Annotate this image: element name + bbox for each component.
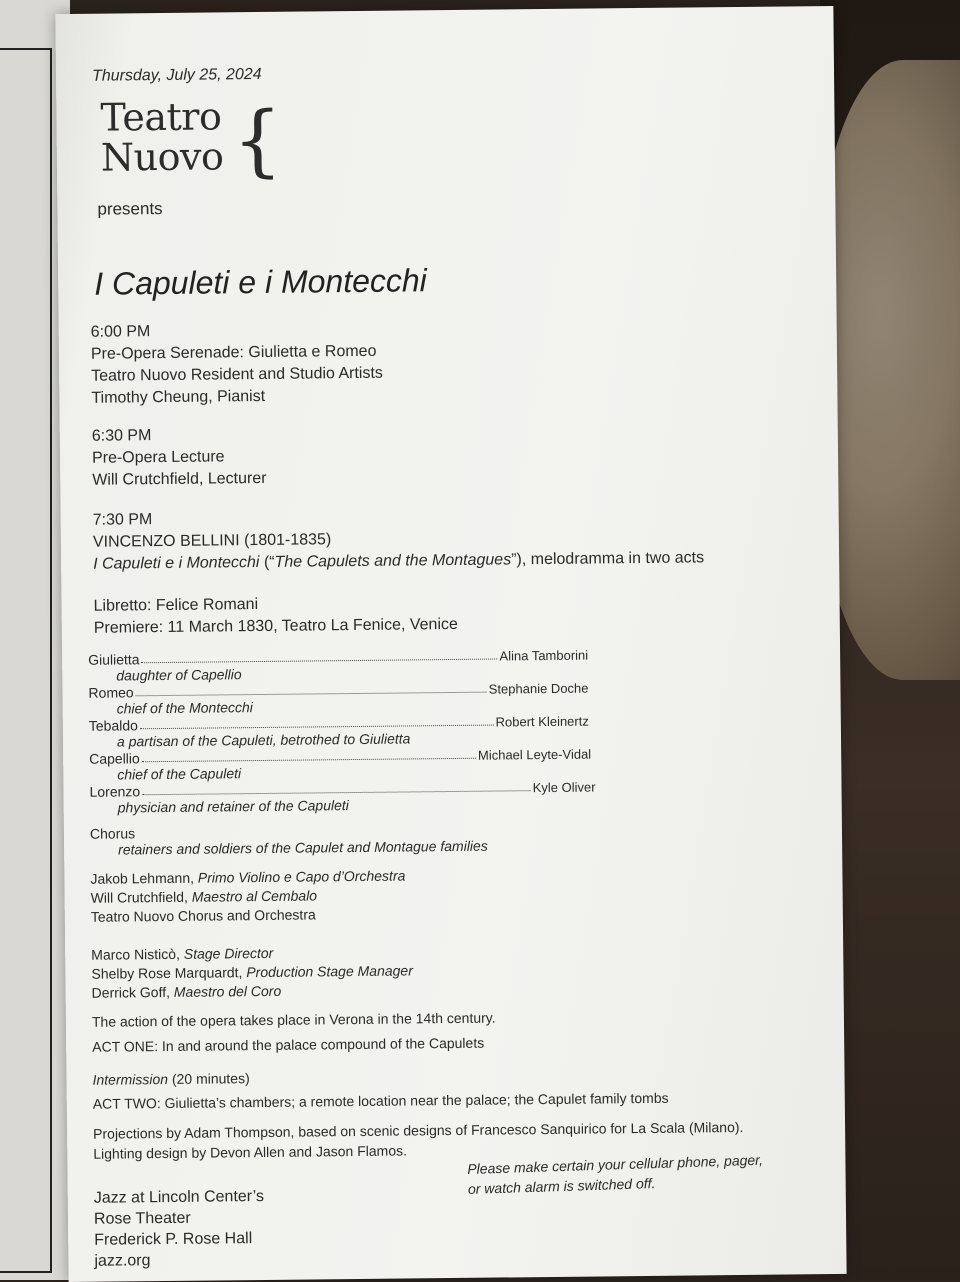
schedule-lecture [92,424,267,492]
projections-credit: Projections by Adam Thompson, based on scenic designs of Francesco Sanquirico for La Scala (Milano). [93,1117,743,1144]
schedule-line: Teatro Nuovo Resident and Studio Artists [91,363,383,388]
cast-description: daughter of Capellio [116,663,588,685]
schedule-line: Timothy Cheung, Pianist [91,385,383,410]
credit-title: Stage Director [184,945,274,962]
schedule-serenade [91,319,384,410]
program-date: Thursday, July 25, 2024 [92,66,262,86]
logo-line-1: Teatro [100,96,223,137]
intermission-label: Intermission [92,1071,168,1088]
teatro-nuovo-logo [100,96,223,177]
credit-name: Teatro Nuovo Chorus and Orchestra [91,906,316,924]
venue-url: jazz.org [94,1249,264,1272]
act-one-note: ACT ONE: In and around the palace compound of the Capulets [92,1035,484,1055]
cast-list [88,647,590,817]
schedule-opera [93,503,705,575]
opera-title: I Capuleti e i Montecchi [94,262,427,302]
composer: VINCENZO BELLINI (1801-1835) [93,525,704,553]
cast-singer: Stephanie Doche [489,681,589,697]
venue-line: Frederick P. Rose Hall [94,1228,264,1251]
credit-name: Marco Nisticò, [91,946,184,963]
cast-singer: Alina Tamborini [499,648,588,664]
cast-description: a partisan of the Capuleti, betrothed to Giulietta [117,729,589,751]
cast-description: chief of the Capuleti [117,762,589,784]
staff-block [91,942,413,1002]
credit-line [91,961,413,983]
cast-singer: Robert Kleinertz [496,714,589,730]
lighting-credit: Lighting design by Devon Allen and Jason Flamos. [93,1137,743,1164]
credit-title: Maestro al Cembalo [192,887,317,904]
chorus-label: Chorus [90,821,590,842]
schedule-line: Pre-Opera Lecture [92,446,267,470]
cast-description: physician and retainer of the Capuleti [118,795,590,817]
libretto-block [93,592,458,640]
phone-notice-line: Please make certain your cellular phone, pager, [467,1150,763,1179]
credit-name: Will Crutchfield, [91,889,192,906]
credit-line [90,866,405,888]
schedule-time: 6:00 PM [91,319,383,344]
act-two-note: ACT TWO: Giulietta’s chambers; a remote location near the palace; the Capulet family tombs [93,1090,669,1112]
libretto: Libretto: Felice Romani [93,592,457,618]
work-translation: The Capulets and the Montagues [274,551,511,570]
conductors-block [90,866,406,926]
cast-description: chief of the Montecchi [117,696,589,718]
presents-text: presents [97,199,162,220]
intermission-duration: (20 minutes) [168,1070,250,1087]
work-genre: ”), melodramma in two acts [511,549,704,568]
phone-notice [467,1150,764,1199]
venue-line: Rose Theater [94,1207,264,1230]
venue-line: Jazz at Lincoln Center’s [94,1186,264,1209]
credit-name: Shelby Rose Marquardt, [91,964,246,982]
chorus-description: retainers and soldiers of the Capulet and Montague families [118,837,590,859]
premiere: Premiere: 11 March 1830, Teatro La Fenice, Venice [94,614,458,640]
logo-brace: { [232,102,282,181]
work-title: I Capuleti e i Montecchi [93,554,259,573]
credit-line [91,904,406,926]
schedule-line: Pre-Opera Serenade: Giulietta e Romeo [91,341,383,366]
schedule-time: 6:30 PM [92,424,267,448]
credit-title: Primo Violino e Capo d’Orchestra [198,867,406,885]
cast-role: Giulietta [88,651,140,668]
setting-note: The action of the opera takes place in Verona in the 14th century. [92,1010,496,1030]
chorus-block [90,821,590,859]
credit-title: Maestro del Coro [174,983,282,1000]
phone-notice-line: or watch alarm is switched off. [468,1170,764,1199]
cast-singer: Kyle Oliver [533,779,596,795]
schedule-line: Will Crutchfield, Lecturer [92,468,267,492]
intermission-note [92,1070,249,1088]
cast-role: Capellio [89,750,140,767]
credit-line [92,980,414,1002]
schedule-time: 7:30 PM [93,503,704,531]
work-quote-open: (“ [259,554,274,571]
credit-name: Derrick Goff, [92,984,174,1001]
cast-role: Lorenzo [89,783,140,800]
cast-role: Romeo [88,684,133,700]
cast-singer: Michael Leyte-Vidal [478,747,591,763]
venue-block [94,1186,265,1272]
program-page [55,6,846,1282]
credit-title: Production Stage Manager [246,962,413,980]
cast-role: Tebaldo [89,717,138,734]
logo-line-2: Nuovo [101,136,224,177]
left-page-border [0,48,52,1273]
credit-name: Jakob Lehmann, [90,870,198,887]
